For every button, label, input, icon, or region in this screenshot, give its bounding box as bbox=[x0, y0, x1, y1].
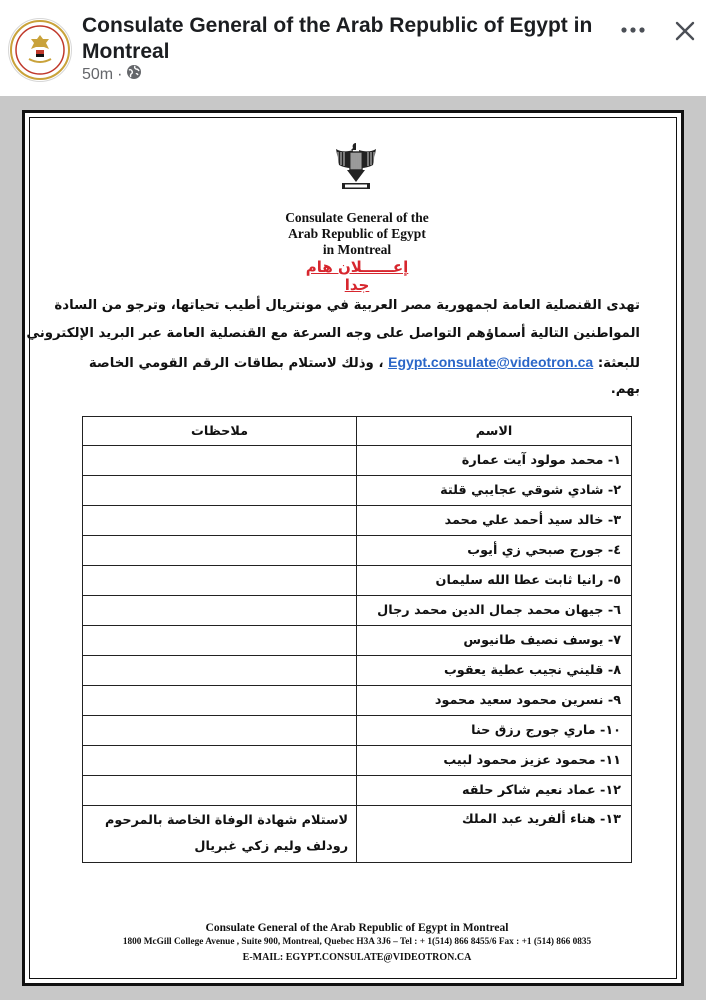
post-header bbox=[0, 0, 706, 96]
name-cell: ٨- قليني نجيب عطية يعقوب bbox=[357, 656, 632, 686]
table-row bbox=[83, 536, 632, 566]
letterhead-line-3: in Montreal bbox=[322, 242, 392, 257]
table-row bbox=[83, 566, 632, 596]
table-header-row bbox=[83, 417, 632, 446]
eagle-emblem-icon bbox=[333, 140, 379, 194]
table-row bbox=[83, 596, 632, 626]
paragraph-line-3 bbox=[80, 354, 640, 371]
announcement-title: إعــــــلان هام جدا bbox=[305, 258, 409, 294]
note-cell bbox=[83, 626, 357, 656]
table-row bbox=[83, 746, 632, 776]
globe-icon bbox=[126, 64, 142, 85]
note-cell bbox=[83, 596, 357, 626]
paragraph-line-2: المواطنين التالية أسماؤهم التواصل على وجه السرعة مع القنصلية العامة عبر البريد الإلكتروني bbox=[26, 326, 640, 341]
paragraph-line-3-end: ، وذلك لاستلام بطاقات الرقم القومي الخاصة bbox=[88, 356, 384, 371]
table-row bbox=[83, 626, 632, 656]
footer-line-1: Consulate General of the Arab Republic of Egypt in Montreal bbox=[205, 922, 509, 934]
footer-email: E-MAIL: EGYPT.CONSULATE@VIDEOTRON.CA bbox=[242, 952, 472, 963]
note-cell: لاستلام شهادة الوفاة الخاصة بالمرحوم رودلف وليم زكي غبريال bbox=[83, 806, 357, 863]
note-cell bbox=[83, 686, 357, 716]
name-cell: ٢- شادي شوقي عجايبي قلتة bbox=[357, 476, 632, 506]
name-cell: ٧- يوسف نصيف طانيوس bbox=[357, 626, 632, 656]
post-time[interactable]: 50m bbox=[82, 65, 114, 83]
note-cell bbox=[83, 506, 357, 536]
table-row bbox=[83, 446, 632, 476]
name-cell: ١٣- هناء ألفريد عبد الملك bbox=[357, 806, 632, 863]
name-cell: ١٢- عماد نعيم شاكر حلقه bbox=[357, 776, 632, 806]
consulate-email-link[interactable]: Egypt.consulate@videotron.ca bbox=[388, 354, 594, 370]
note-cell bbox=[83, 536, 357, 566]
table-row bbox=[83, 686, 632, 716]
note-cell bbox=[83, 476, 357, 506]
table-row bbox=[83, 776, 632, 806]
table-row bbox=[83, 806, 632, 863]
name-cell: ٩- نسرين محمود سعيد محمود bbox=[357, 686, 632, 716]
table-row bbox=[83, 656, 632, 686]
paragraph-line-3-start: للبعثة: bbox=[597, 356, 640, 371]
post-meta bbox=[82, 64, 142, 85]
letterhead-line-2: Arab Republic of Egypt bbox=[288, 226, 426, 241]
more-options-icon[interactable] bbox=[618, 18, 648, 42]
name-cell: ٥- رانيا ثابت عطا الله سليمان bbox=[357, 566, 632, 596]
name-cell: ١- محمد مولود آيت عمارة bbox=[357, 446, 632, 476]
announcement-letter bbox=[22, 110, 684, 986]
meta-separator: · bbox=[117, 65, 123, 83]
citizens-table bbox=[82, 416, 632, 863]
note-cell bbox=[83, 656, 357, 686]
column-header-notes: ملاحظات bbox=[83, 417, 357, 446]
page-name[interactable]: Consulate General of the Arab Republic of Egypt in Montreal bbox=[82, 14, 593, 63]
note-cell bbox=[83, 716, 357, 746]
table-row bbox=[83, 506, 632, 536]
note-cell bbox=[83, 776, 357, 806]
close-icon[interactable] bbox=[670, 16, 700, 46]
table-row bbox=[83, 476, 632, 506]
name-cell: ٣- خالد سيد أحمد علي محمد bbox=[357, 506, 632, 536]
name-cell: ١١- محمود عزيز محمود لبيب bbox=[357, 746, 632, 776]
name-cell: ٦- جيهان محمد جمال الدين محمد رجال bbox=[357, 596, 632, 626]
name-cell: ١٠- ماري جورج رزق حنا bbox=[357, 716, 632, 746]
page-avatar[interactable] bbox=[8, 18, 72, 82]
note-cell bbox=[83, 746, 357, 776]
table-row bbox=[83, 716, 632, 746]
footer-address: 1800 McGill College Avenue , Suite 900, Montreal, Quebec H3A 3J6 – Tel : + 1(514) 866 8455/6 Fax : +1 (514) 866 0835 bbox=[122, 937, 592, 947]
paragraph-line-1: تهدى القنصلية العامة لجمهورية مصر العربية في مونتريال أطيب تحياتها، وترجو من السادة bbox=[54, 298, 640, 313]
letterhead-line-1: Consulate General of the bbox=[285, 210, 429, 225]
paragraph-line-4: بهم. bbox=[610, 382, 640, 397]
column-header-name: الاسم bbox=[357, 417, 632, 446]
name-cell: ٤- جورج صبحي زي أيوب bbox=[357, 536, 632, 566]
note-cell bbox=[83, 446, 357, 476]
note-cell bbox=[83, 566, 357, 596]
post-image[interactable] bbox=[0, 96, 706, 1000]
